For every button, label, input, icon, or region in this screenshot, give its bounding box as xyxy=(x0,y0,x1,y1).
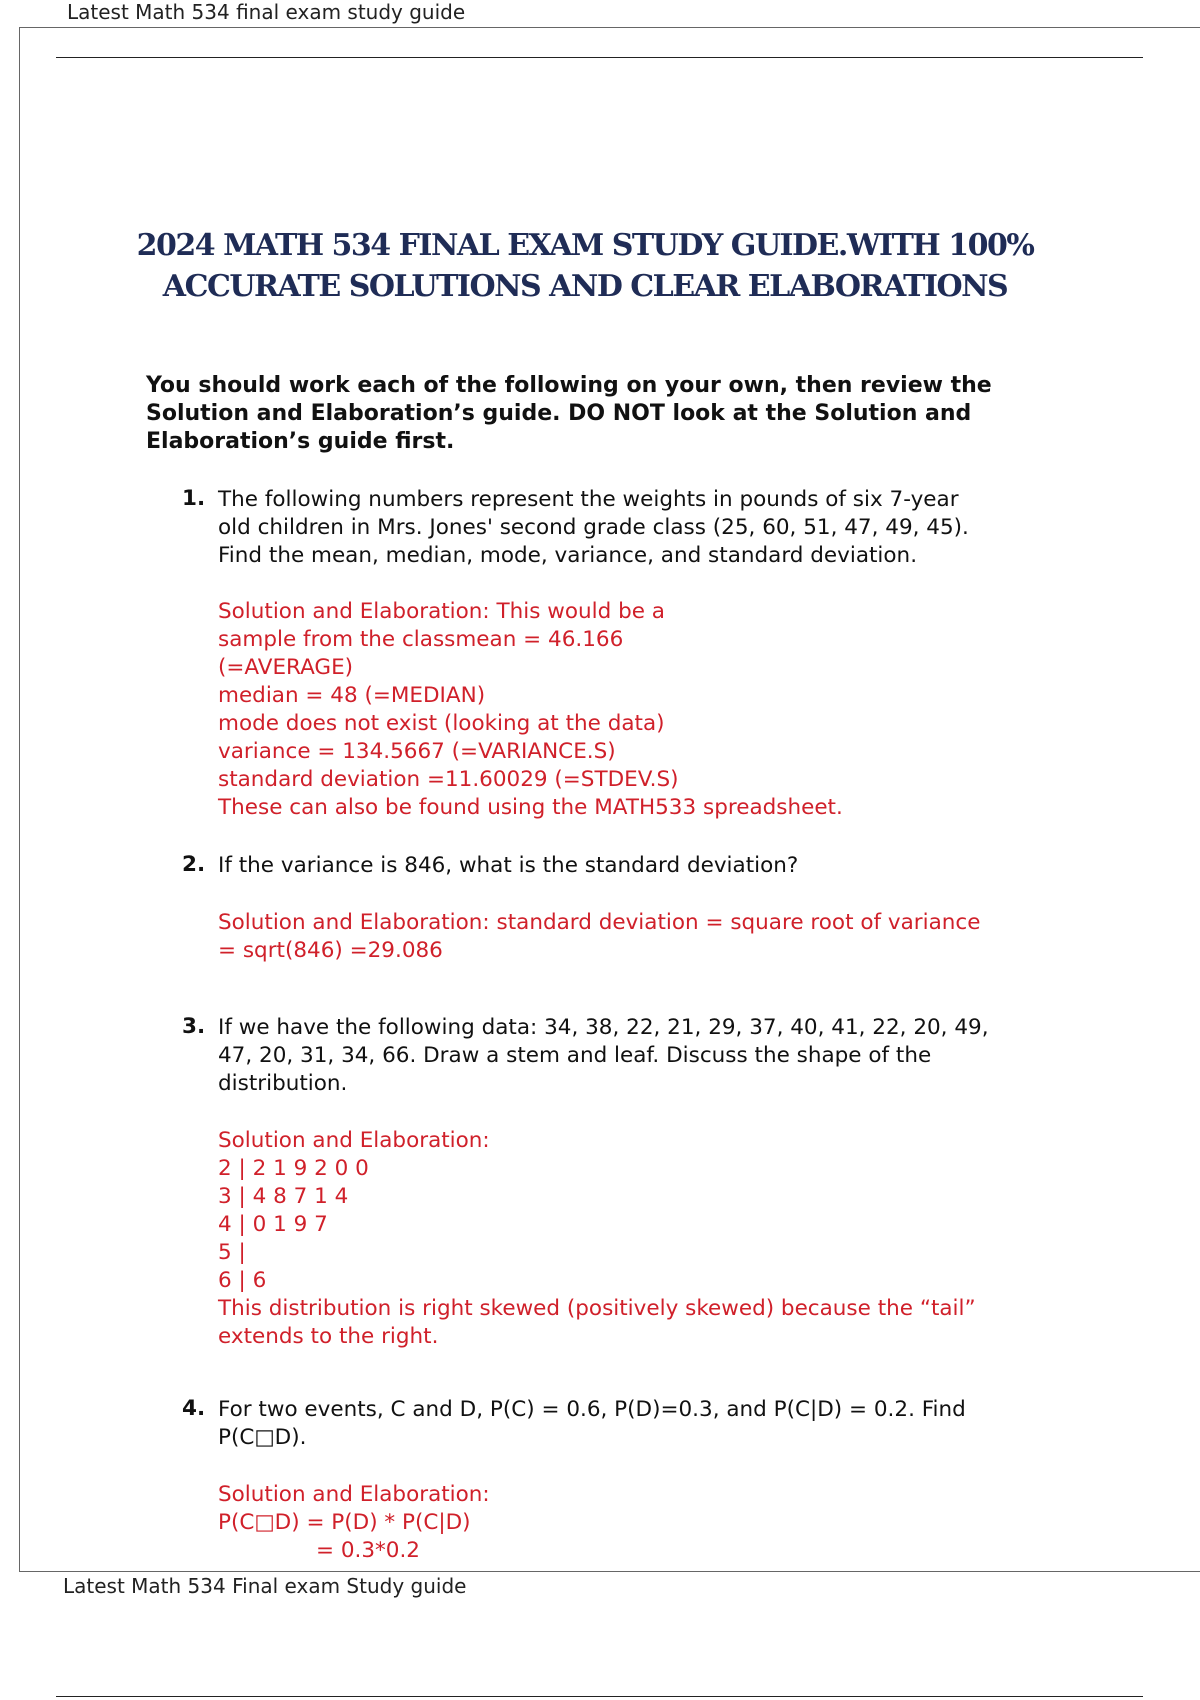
question-text xyxy=(218,1396,966,1452)
intro-instructions xyxy=(146,372,1096,456)
document-title xyxy=(80,225,1090,307)
stem-leaf-row: 5 | xyxy=(218,1240,246,1265)
question-number: 3. xyxy=(182,1014,206,1039)
question-line: P(C□D). xyxy=(218,1425,307,1450)
solution-line: This distribution is right skewed (positively skewed) because the “tail” xyxy=(218,1296,976,1321)
title-line: ACCURATE SOLUTIONS AND CLEAR ELABORATIONS xyxy=(162,269,1008,304)
question-text xyxy=(218,1014,989,1098)
question-line: For two events, C and D, P(C) = 0.6, P(D)=0.3, and P(C|D) = 0.2. Find xyxy=(218,1397,966,1422)
intro-line: Elaboration’s guide first. xyxy=(146,429,455,454)
question-text xyxy=(218,852,798,880)
top-divider xyxy=(56,57,1143,58)
question-line: The following numbers represent the weights in pounds of six 7-year xyxy=(218,487,959,512)
page-header-text: Latest Math 534 final exam study guide xyxy=(67,0,466,24)
question-text xyxy=(218,486,969,570)
solution-line: standard deviation =11.60029 (=STDEV.S) xyxy=(218,767,679,792)
question-number: 4. xyxy=(182,1396,206,1421)
solution-block xyxy=(218,598,843,822)
solution-line: median = 48 (=MEDIAN) xyxy=(218,683,486,708)
solution-block xyxy=(218,1127,976,1351)
solution-line: mode does not exist (looking at the data) xyxy=(218,711,665,736)
solution-line: Solution and Elaboration: xyxy=(218,1128,490,1153)
question-line: If the variance is 846, what is the standard deviation? xyxy=(218,853,799,878)
solution-line: extends to the right. xyxy=(218,1324,439,1349)
question-line: distribution. xyxy=(218,1071,348,1096)
intro-line: Solution and Elaboration’s guide. DO NOT look at the Solution and xyxy=(146,401,972,426)
solution-line: Solution and Elaboration: xyxy=(218,1482,490,1507)
solution-line: Solution and Elaboration: standard deviation = square root of variance xyxy=(218,910,981,935)
solution-line: sample from the classmean = 46.166 xyxy=(218,627,624,652)
stem-leaf-row: 3 | 4 8 7 1 4 xyxy=(218,1184,349,1209)
solution-line: variance = 134.5667 (=VARIANCE.S) xyxy=(218,739,616,764)
question-line: 47, 20, 31, 34, 66. Draw a stem and leaf. Discuss the shape of the xyxy=(218,1043,932,1068)
question-number: 1. xyxy=(182,486,206,511)
intro-line: You should work each of the following on your own, then review the xyxy=(146,373,992,398)
solution-line: Solution and Elaboration: This would be a xyxy=(218,599,665,624)
bottom-divider xyxy=(56,1696,1143,1697)
solution-line: = 0.3*0.2 xyxy=(316,1538,420,1563)
title-line: 2024 MATH 534 FINAL EXAM STUDY GUIDE.WITH 100% xyxy=(136,228,1034,263)
stem-leaf-row: 6 | 6 xyxy=(218,1268,267,1293)
solution-line: These can also be found using the MATH533 spreadsheet. xyxy=(218,795,843,820)
stem-leaf-row: 4 | 0 1 9 7 xyxy=(218,1212,328,1237)
question-number: 2. xyxy=(182,852,206,877)
solution-block xyxy=(218,909,980,965)
page-footer-text: Latest Math 534 Final exam Study guide xyxy=(63,1574,467,1598)
solution-line: (=AVERAGE) xyxy=(218,655,354,680)
question-line: Find the mean, median, mode, variance, and standard deviation. xyxy=(218,543,918,568)
question-line: If we have the following data: 34, 38, 22, 21, 29, 37, 40, 41, 22, 20, 49, xyxy=(218,1015,989,1040)
solution-line: = sqrt(846) =29.086 xyxy=(218,938,443,963)
stem-leaf-row: 2 | 2 1 9 2 0 0 xyxy=(218,1156,369,1181)
solution-line: P(C□D) = P(D) * P(C|D) xyxy=(218,1510,471,1535)
question-line: old children in Mrs. Jones' second grade class (25, 60, 51, 47, 49, 45). xyxy=(218,515,969,540)
solution-block xyxy=(218,1481,490,1565)
